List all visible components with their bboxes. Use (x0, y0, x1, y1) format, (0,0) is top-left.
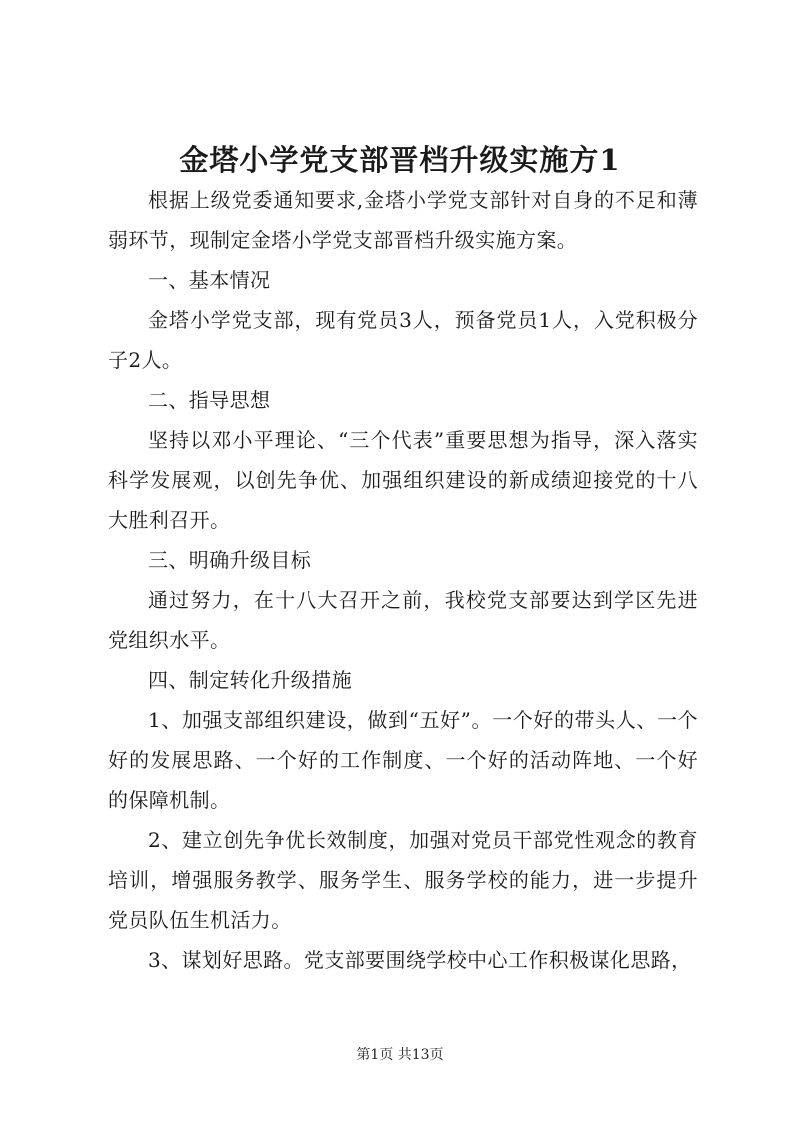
section-heading-guiding-ideology: 二、指导思想 (148, 388, 271, 412)
document-title: 金塔小学党支部晋档升级实施方1 (179, 143, 621, 177)
paragraph-measure-2: 2、建立创先争优长效制度，加强对党员干部党性观念的教育培训，增强服务教学、服务学生、服务学校的能力，进一步提升党员队伍生机活力。 (108, 828, 698, 932)
section-heading-measures: 四、制定转化升级措施 (148, 668, 352, 692)
paragraph-measure-1: 1、加强支部组织建设，做到“五好”。一个好的带头人、一个好的发展思路、一个好的工作制度、一个好的活动阵地、一个好的保障机制。 (108, 708, 698, 812)
paragraph-guiding-ideology: 坚持以邓小平理论、“三个代表”重要思想为指导，深入落实科学发展观，以创先争优、加强组织建设的新成绩迎接党的十八大胜利召开。 (108, 428, 698, 532)
document-body (108, 180, 698, 980)
section-heading-basic-situation: 一、基本情况 (148, 268, 271, 292)
paragraph-basic-situation: 金塔小学党支部，现有党员3人，预备党员1人，入党积极分子2人。 (108, 308, 698, 372)
section-heading-upgrade-goal: 三、明确升级目标 (148, 548, 312, 572)
paragraph-intro: 根据上级党委通知要求,金塔小学党支部针对自身的不足和薄弱环节，现制定金塔小学党支部晋档升级实施方案。 (108, 188, 698, 252)
paragraph-upgrade-goal: 通过努力，在十八大召开之前，我校党支部要达到学区先进党组织水平。 (108, 588, 698, 652)
page-number-footer: 第1页 共13页 (356, 1047, 444, 1063)
paragraph-measure-3: 3、谋划好思路。党支部要围绕学校中心工作积极谋化思路， (148, 948, 692, 972)
